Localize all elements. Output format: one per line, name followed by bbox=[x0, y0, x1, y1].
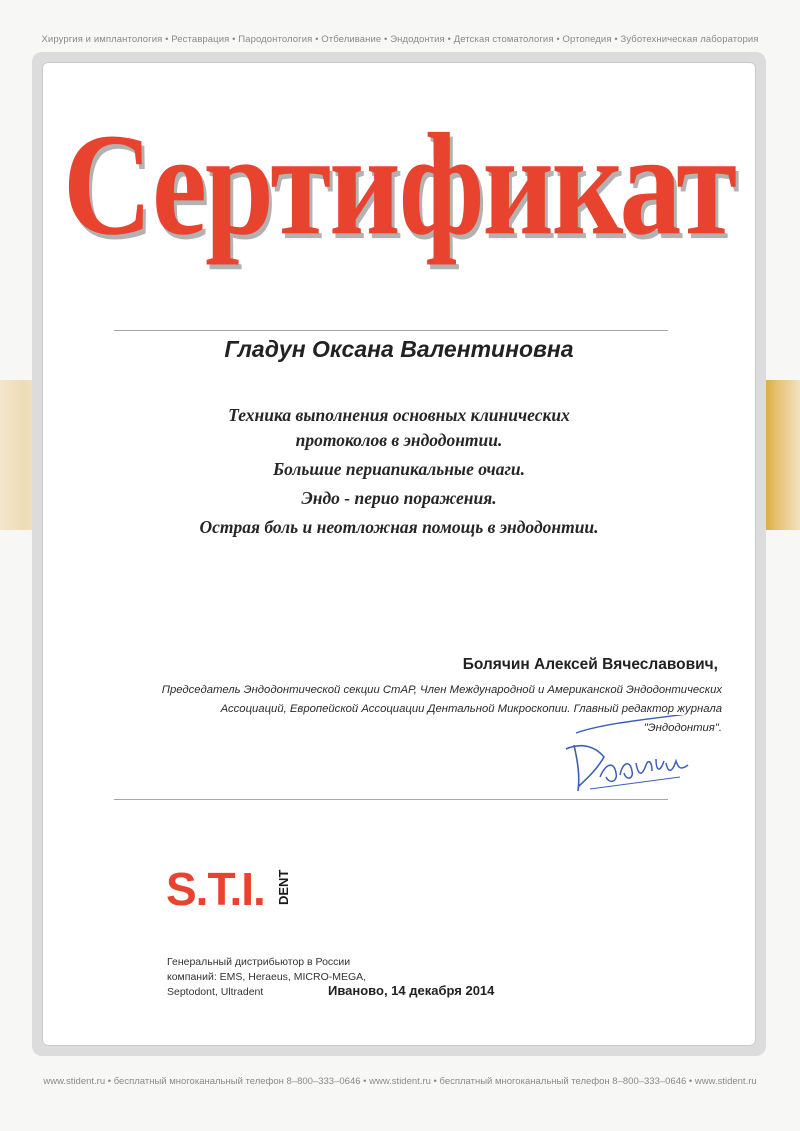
svg-text:S.T.I.: S.T.I. bbox=[166, 863, 265, 915]
contact-footer-strip: www.stident.ru • бесплатный многоканальный телефон 8–800–333–0646 • www.stident.ru • бесплатный многоканальный телефон 8–800–333–0646 • www.stident.ru bbox=[43, 1076, 757, 1087]
signer-desc-line: Председатель Эндодонтической секции СтАР, Член Международной и Американской Эндодонтических bbox=[161, 684, 722, 696]
signer-desc-line: "Эндодонтия". bbox=[643, 722, 722, 734]
topic-line: Эндо - перио поражения. bbox=[301, 488, 497, 508]
svg-text:DENT: DENT bbox=[276, 869, 291, 905]
handwritten-signature bbox=[560, 715, 700, 795]
recipient-name: Гладун Оксана Валентиновна bbox=[224, 336, 574, 362]
certificate-title: Сертификат bbox=[62, 103, 736, 266]
divider-top bbox=[114, 330, 668, 331]
signer-name: Болячин Алексей Вячеславович, bbox=[462, 656, 718, 673]
services-header-strip: Хирургия и имплантология • Реставрация • Пародонтология • Отбеливание • Эндодонтия • Детская стоматология • Ортопедия • Зуботехническая лаборатория bbox=[41, 34, 759, 45]
topic-line: Острая боль и неотложная помощь в эндодонтии. bbox=[199, 517, 599, 537]
distributor-line: Septodont, Ultradent bbox=[167, 986, 264, 998]
topic-line: Техника выполнения основных клинических bbox=[228, 405, 570, 425]
topic-line: Большие периапикальные очаги. bbox=[272, 459, 526, 479]
signer-desc-line: Ассоциаций, Европейской Ассоциации Дентальной Микроскопии. Главный редактор журнала bbox=[220, 703, 722, 715]
course-topics bbox=[42, 403, 756, 540]
sti-dent-logo bbox=[164, 845, 294, 915]
issue-place-date: Иваново, 14 декабря 2014 bbox=[328, 983, 495, 998]
distributor-line: Генеральный дистрибьютор в России bbox=[167, 956, 351, 968]
distributor-line: компаний: EMS, Heraeus, MICRO-MEGA, bbox=[167, 971, 367, 983]
topic-line: протоколов в эндодонтии. bbox=[295, 430, 503, 450]
divider-bottom bbox=[114, 799, 668, 800]
